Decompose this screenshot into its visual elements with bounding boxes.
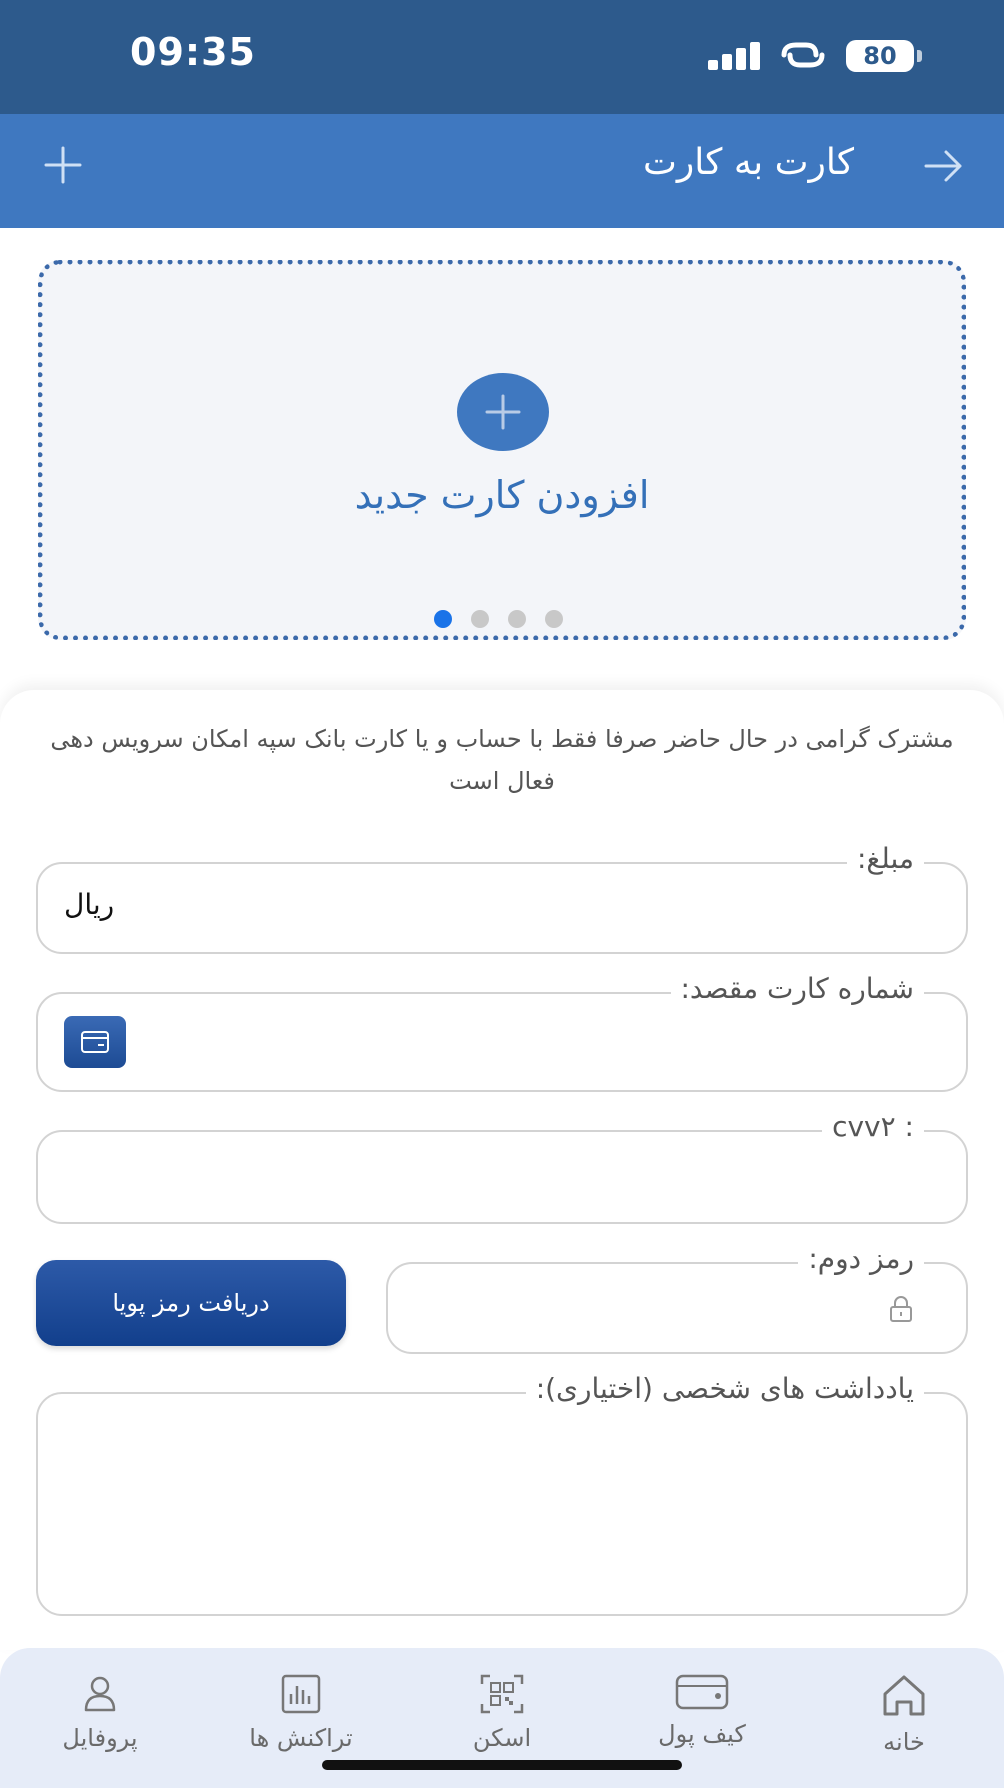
nav-wallet-label: کیف پول bbox=[658, 1720, 746, 1748]
page-title: کارت به کارت bbox=[643, 142, 854, 183]
add-card-button[interactable] bbox=[38, 260, 966, 640]
nav-scan-label: اسکن bbox=[472, 1724, 532, 1752]
signal-icon bbox=[708, 42, 762, 70]
user-icon bbox=[78, 1672, 122, 1716]
add-circle-icon bbox=[457, 373, 549, 451]
carousel-dot-active[interactable] bbox=[434, 610, 452, 628]
chart-icon bbox=[279, 1672, 323, 1716]
card-icon bbox=[80, 1030, 110, 1054]
card-carousel bbox=[0, 228, 1004, 690]
nav-home-label: خانه bbox=[883, 1728, 925, 1756]
link-icon bbox=[778, 38, 828, 72]
arrow-right-icon[interactable] bbox=[922, 144, 966, 188]
notes-label: یادداشت های شخصی (اختیاری): bbox=[526, 1372, 924, 1405]
nav-transactions-label: تراکنش ها bbox=[249, 1724, 353, 1752]
wallet-icon bbox=[674, 1672, 730, 1712]
nav-scan[interactable] bbox=[422, 1672, 582, 1772]
notes-field[interactable] bbox=[36, 1372, 968, 1616]
carousel-dot[interactable] bbox=[471, 610, 489, 628]
cvv2-field[interactable] bbox=[36, 1110, 968, 1224]
amount-field[interactable] bbox=[36, 842, 968, 954]
qr-scan-icon bbox=[478, 1672, 526, 1716]
add-card-label: افزودن کارت جدید bbox=[354, 473, 650, 517]
nav-wallet[interactable] bbox=[622, 1672, 782, 1772]
battery-indicator: 80 bbox=[846, 40, 914, 72]
carousel-dot[interactable] bbox=[508, 610, 526, 628]
app-header bbox=[0, 114, 1004, 228]
carousel-dot[interactable] bbox=[545, 610, 563, 628]
cvv2-label: : cvv۲ bbox=[822, 1110, 924, 1143]
status-bar bbox=[0, 0, 1004, 114]
nav-profile[interactable] bbox=[20, 1672, 180, 1772]
card-select-button[interactable] bbox=[64, 1016, 126, 1068]
second-password-field[interactable] bbox=[386, 1242, 968, 1354]
nav-profile-label: پروفایل bbox=[62, 1724, 138, 1752]
status-time: 09:35 bbox=[130, 30, 256, 74]
plus-icon[interactable] bbox=[42, 144, 84, 186]
dest-card-label: شماره کارت مقصد: bbox=[671, 972, 925, 1005]
amount-label: مبلغ: bbox=[847, 842, 924, 875]
second-password-label: رمز دوم: bbox=[798, 1242, 924, 1275]
lock-icon bbox=[886, 1294, 916, 1324]
home-icon bbox=[879, 1672, 929, 1720]
dest-card-field[interactable] bbox=[36, 972, 968, 1092]
nav-transactions[interactable] bbox=[221, 1672, 381, 1772]
amount-unit: ریال bbox=[64, 888, 115, 921]
nav-home[interactable] bbox=[824, 1672, 984, 1772]
notice-text: مشترک گرامی در حال حاضر صرفا فقط با حساب و یا کارت بانک سپه امکان سرویس دهی فعال است bbox=[50, 725, 954, 795]
home-indicator bbox=[322, 1760, 682, 1770]
get-otp-button[interactable]: دریافت رمز پویا bbox=[36, 1260, 346, 1346]
